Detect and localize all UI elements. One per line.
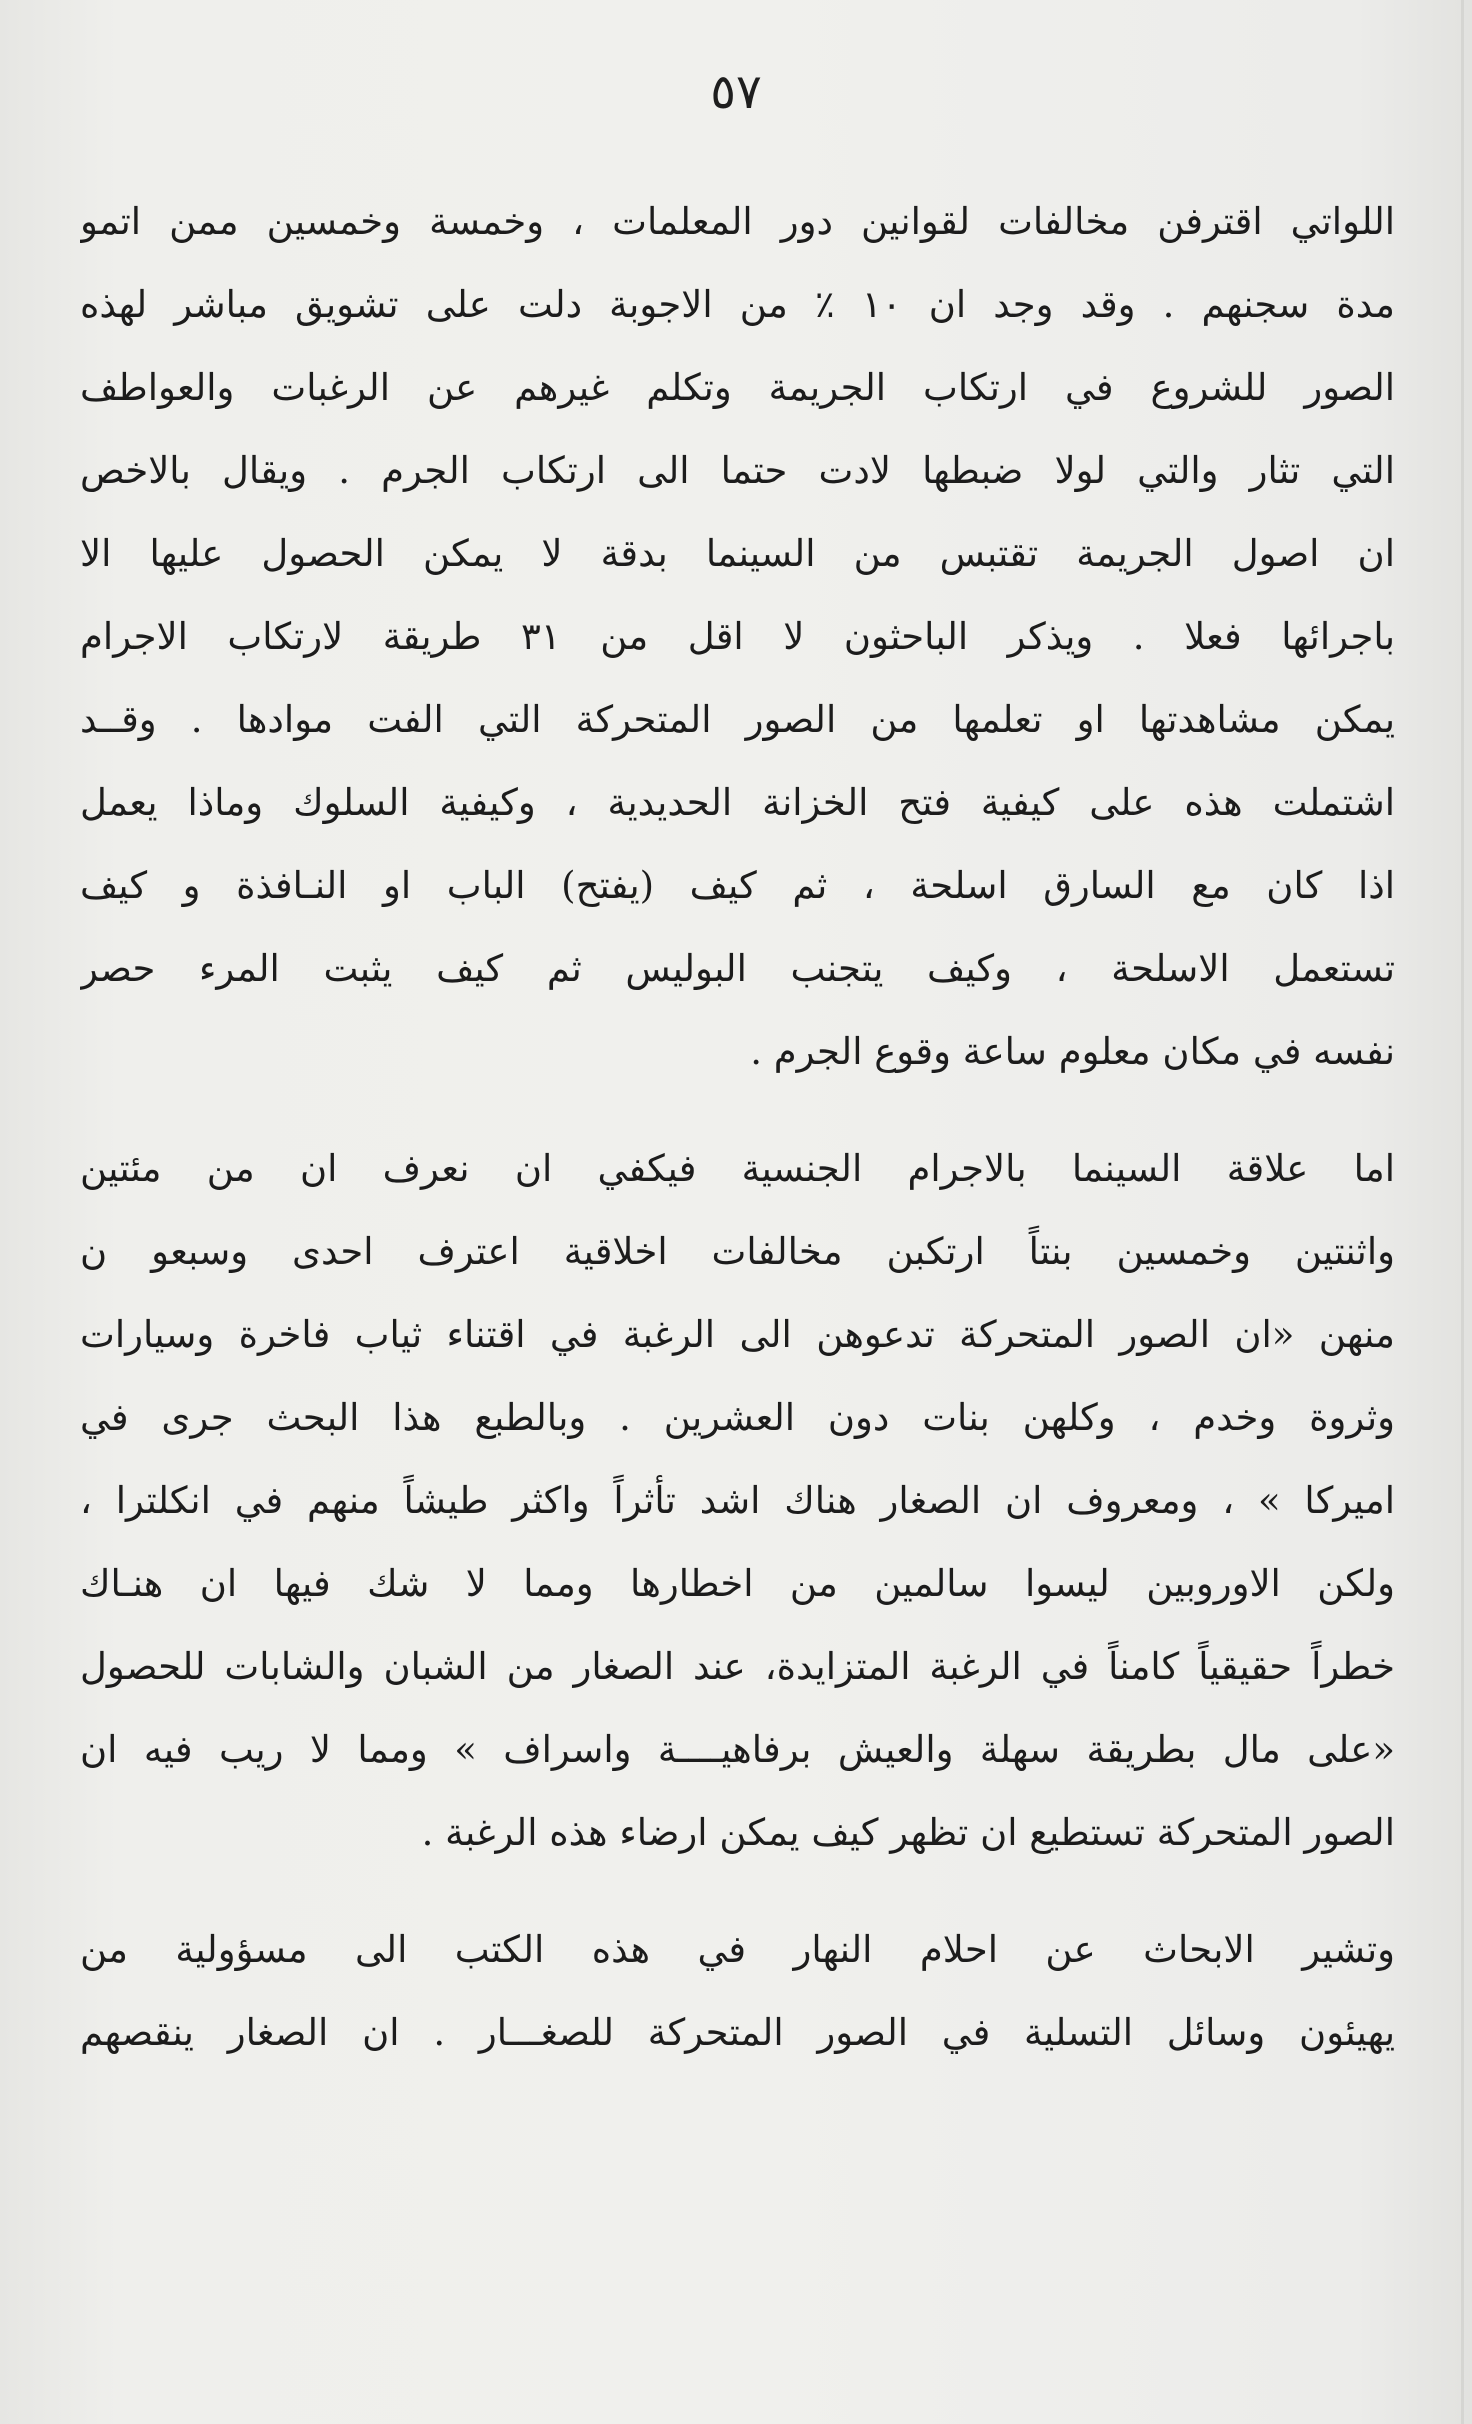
text-line: تستعمل الاسلحة ، وكيف يتجنب البوليس ثم كيف يثبت المرء حصر (80, 947, 1395, 990)
text-line: الصور للشروع في ارتكاب الجريمة وتكلم غيرهم عن الرغبات والعواطف (80, 366, 1395, 409)
paragraph-gap (80, 1093, 1395, 1127)
text-line: اشتملت هذه على كيفية فتح الخزانة الحديدية ، وكيفية السلوك وماذا يعمل (80, 781, 1395, 824)
text-line: يهيئون وسائل التسلية في الصور المتحركة للصغـــار . ان الصغار ينقصهم (80, 2011, 1395, 2054)
paragraph-gap (80, 1874, 1395, 1908)
text-line: وتشير الابحاث عن احلام النهار في هذه الكتب الى مسؤولية من (80, 1928, 1395, 1971)
text-line: اما علاقة السينما بالاجرام الجنسية فيكفي ان نعرف ان من مئتين (80, 1147, 1395, 1190)
text-line: ان اصول الجريمة تقتبس من السينما بدقة لا يمكن الحصول عليها الا (80, 532, 1395, 575)
text-line: واثنتين وخمسين بنتاً ارتكبن مخالفات اخلاقية اعترف احدى وسبعو ن (80, 1230, 1395, 1273)
text-line: مدة سجنهم . وقد وجد ان ١٠ ٪ من الاجوبة دلت على تشويق مباشر لهذه (80, 283, 1395, 326)
text-line: باجرائها فعلا . ويذكر الباحثون لا اقل من ٣١ طريقة لارتكاب الاجرام (80, 615, 1395, 658)
text-line: اميركا » ، ومعروف ان الصغار هناك اشد تأثراً واكثر طيشاً منهم في انكلترا ، (80, 1479, 1395, 1522)
text-line: خطراً حقيقياً كامناً في الرغبة المتزايدة، عند الصغار من الشبان والشابات للحصول (80, 1645, 1395, 1688)
page-number: ٥٧ (710, 64, 762, 120)
text-line: منهن «ان الصور المتحركة تدعوهن الى الرغبة في اقتناء ثياب فاخرة وسيارات (80, 1313, 1395, 1356)
text-line: ولكن الاوروبين ليسوا سالمين من اخطارها ومما لا شك فيها ان هنـاك (80, 1562, 1395, 1605)
text-line: اللواتي اقترفن مخالفات لقوانين دور المعلمات ، وخمسة وخمسين ممن اتمو (80, 200, 1395, 243)
text-line: «على مال بطريقة سهلة والعيش برفاهيــــة واسراف » ومما لا ريب فيه ان (80, 1728, 1395, 1771)
text-line: وثروة وخدم ، وكلهن بنات دون العشرين . وبالطبع هذا البحث جرى في (80, 1396, 1395, 1439)
text-line: التي تثار والتي لولا ضبطها لادت حتما الى ارتكاب الجرم . ويقال بالاخص (80, 449, 1395, 492)
text-line-last: الصور المتحركة تستطيع ان تظهر كيف يمكن ارضاء هذه الرغبة . (421, 1811, 1395, 1854)
page-body (80, 180, 1395, 2074)
text-line: يمكن مشاهدتها او تعلمها من الصور المتحركة التي الفت موادها . وقــد (80, 698, 1395, 741)
text-line: اذا كان مع السارق اسلحة ، ثم كيف (يفتح) الباب او النـافذة و كيف (80, 864, 1395, 907)
page-edge (1461, 0, 1464, 2424)
text-line-last: نفسه في مكان معلوم ساعة وقوع الجرم . (750, 1030, 1395, 1073)
